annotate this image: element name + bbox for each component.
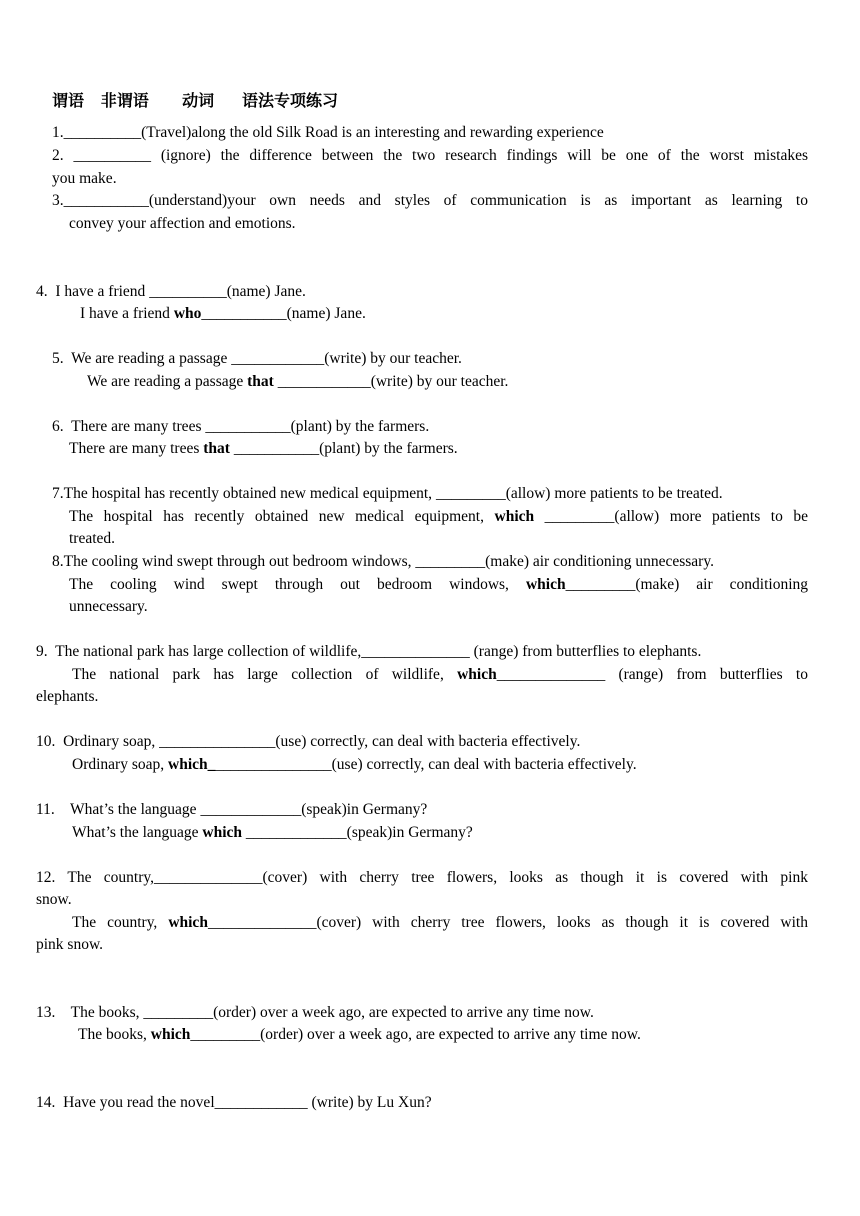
- question-5-a: [52, 348, 462, 370]
- question-text: I have a friend: [80, 305, 174, 322]
- keyword: which: [457, 666, 497, 683]
- worksheet-title: 谓语 非谓语 动词 语法专项练习: [52, 91, 338, 110]
- question-11-b: [72, 822, 473, 844]
- question-10-b: [72, 754, 637, 776]
- question-text: (Travel)along the old Silk Road is an interesting and rewarding experience: [141, 124, 604, 141]
- question-text: (order) over a week ago, are expected to arrive any time now.: [260, 1026, 641, 1043]
- question-text: The country,: [72, 914, 169, 931]
- question-1: [52, 122, 604, 144]
- question-8-b: [69, 574, 808, 596]
- question-text: 11. What’s the language: [36, 801, 201, 818]
- question-text: 10. Ordinary soap,: [36, 733, 160, 750]
- answer-blank: ______________: [153, 869, 263, 886]
- question-text: The national park has large collection of wildlife,: [72, 666, 458, 683]
- question-14: [36, 1092, 432, 1114]
- question-3-continued: convey your affection and emotions.: [69, 215, 296, 232]
- keyword: which: [168, 914, 208, 931]
- answer-blank: _______________: [159, 733, 276, 750]
- answer-blank: _________: [565, 576, 636, 593]
- question-8-a: [52, 551, 714, 573]
- question-text: Ordinary soap,: [72, 756, 168, 773]
- question-text: (use) correctly, can deal with bacteria effectively.: [331, 756, 637, 773]
- question-10-a: [36, 731, 580, 753]
- question-text: (speak)in Germany?: [301, 801, 428, 818]
- question-text: (range) from butterflies to elephants.: [469, 643, 702, 660]
- keyword: who: [173, 305, 202, 322]
- question-13-a: [36, 1002, 594, 1024]
- keyword: that: [247, 373, 274, 390]
- keyword: which_: [168, 756, 216, 773]
- question-text: (write) by our teacher.: [370, 373, 509, 390]
- answer-blank: ______________: [361, 643, 470, 660]
- answer-blank: ___________: [201, 305, 287, 322]
- question-number: 2.: [52, 147, 64, 164]
- question-text: (allow) more patients to be: [614, 508, 809, 525]
- question-text: (make) air conditioning: [635, 576, 808, 593]
- keyword: which: [202, 824, 243, 841]
- question-text: 12. The country,: [36, 869, 154, 886]
- question-text: (write) by our teacher.: [324, 350, 462, 367]
- question-12-b-continued: pink snow.: [36, 936, 104, 953]
- answer-blank: _____________: [200, 801, 302, 818]
- question-number: 3.: [52, 192, 64, 209]
- question-text: 14. Have you read the novel: [36, 1094, 215, 1111]
- question-text: (plant) by the farmers.: [290, 418, 430, 435]
- question-8-b-continued: unnecessary.: [69, 598, 148, 615]
- question-text: What’s the language: [72, 824, 203, 841]
- question-9-a: [36, 641, 701, 663]
- question-text: (speak)in Germany?: [346, 824, 473, 841]
- answer-blank: ___________: [63, 192, 149, 209]
- keyword: that: [203, 440, 230, 457]
- question-text: (use) correctly, can deal with bacteria effectively.: [275, 733, 581, 750]
- answer-blank: _______________: [215, 756, 332, 773]
- question-text: (plant) by the farmers.: [319, 440, 458, 457]
- answer-blank: ____________: [231, 350, 325, 367]
- question-13-b: [78, 1024, 641, 1046]
- answer-blank: _________: [190, 1026, 261, 1043]
- answer-blank: __________: [73, 147, 151, 164]
- question-11-a: [36, 799, 427, 821]
- question-6-a: [52, 416, 429, 438]
- question-12-a: [36, 867, 808, 889]
- question-2-continued: you make.: [52, 170, 117, 187]
- keyword: which: [525, 576, 566, 593]
- keyword: which: [494, 508, 535, 525]
- answer-blank: ___________: [233, 440, 320, 457]
- answer-blank: ______________: [496, 666, 606, 683]
- question-text: 9. The national park has large collection of wildlife,: [36, 643, 362, 660]
- question-text: The hospital has recently obtained new medical equipment,: [69, 508, 495, 525]
- question-7-b-continued: treated.: [69, 530, 116, 547]
- question-text: 5. We are reading a passage: [52, 350, 232, 367]
- answer-blank: _________: [143, 1004, 214, 1021]
- question-2: [52, 145, 808, 167]
- answer-blank: ___________: [205, 418, 291, 435]
- question-text: (ignore) the difference between the two research findings will be one of the worst mistakes: [160, 147, 809, 164]
- question-number: 1.: [52, 124, 64, 141]
- question-text: 13. The books,: [36, 1004, 144, 1021]
- question-text: (allow) more patients to be treated.: [505, 485, 723, 502]
- question-5-b: [87, 371, 508, 393]
- answer-blank: ______________: [207, 914, 317, 931]
- question-3: [52, 190, 808, 212]
- question-text: (understand)your own needs and styles of communication is as important as learning to: [148, 192, 808, 209]
- question-text: The cooling wind swept through out bedroom windows,: [69, 576, 526, 593]
- answer-blank: ____________: [277, 373, 371, 390]
- question-6-b: [69, 438, 458, 460]
- question-9-b: [72, 664, 808, 686]
- question-text: We are reading a passage: [87, 373, 248, 390]
- answer-blank: _________: [415, 553, 486, 570]
- question-text: 4. I have a friend: [36, 283, 150, 300]
- answer-blank: _________: [544, 508, 615, 525]
- question-text: (cover) with cherry tree flowers, looks as though it is covered with pink: [262, 869, 808, 886]
- answer-blank: ____________: [214, 1094, 308, 1111]
- question-7-b: [69, 506, 808, 528]
- question-4-b: [80, 303, 366, 325]
- question-text: (write) by Lu Xun?: [307, 1094, 432, 1111]
- question-text: (cover) with cherry tree flowers, looks as though it is covered with: [316, 914, 808, 931]
- question-9-b-continued: elephants.: [36, 688, 99, 705]
- question-text: There are many trees: [69, 440, 204, 457]
- question-text: 8.The cooling wind swept through out bedroom windows,: [52, 553, 416, 570]
- question-7-a: [52, 483, 723, 505]
- question-text: (make) air conditioning unnecessary.: [485, 553, 714, 570]
- answer-blank: __________: [149, 283, 227, 300]
- question-text: The books,: [78, 1026, 151, 1043]
- question-12-a-continued: snow.: [36, 891, 72, 908]
- answer-blank: _________: [435, 485, 506, 502]
- question-text: (name) Jane.: [226, 283, 306, 300]
- keyword: which: [150, 1026, 191, 1043]
- answer-blank: _____________: [245, 824, 347, 841]
- question-text: (order) over a week ago, are expected to arrive any time now.: [213, 1004, 594, 1021]
- question-text: 6. There are many trees: [52, 418, 206, 435]
- question-text: (range) from butterflies to: [605, 666, 808, 683]
- question-4-a: [36, 281, 306, 303]
- answer-blank: __________: [63, 124, 142, 141]
- question-text: (name) Jane.: [286, 305, 366, 322]
- question-text: 7.The hospital has recently obtained new medical equipment,: [52, 485, 436, 502]
- question-12-b: [72, 912, 808, 934]
